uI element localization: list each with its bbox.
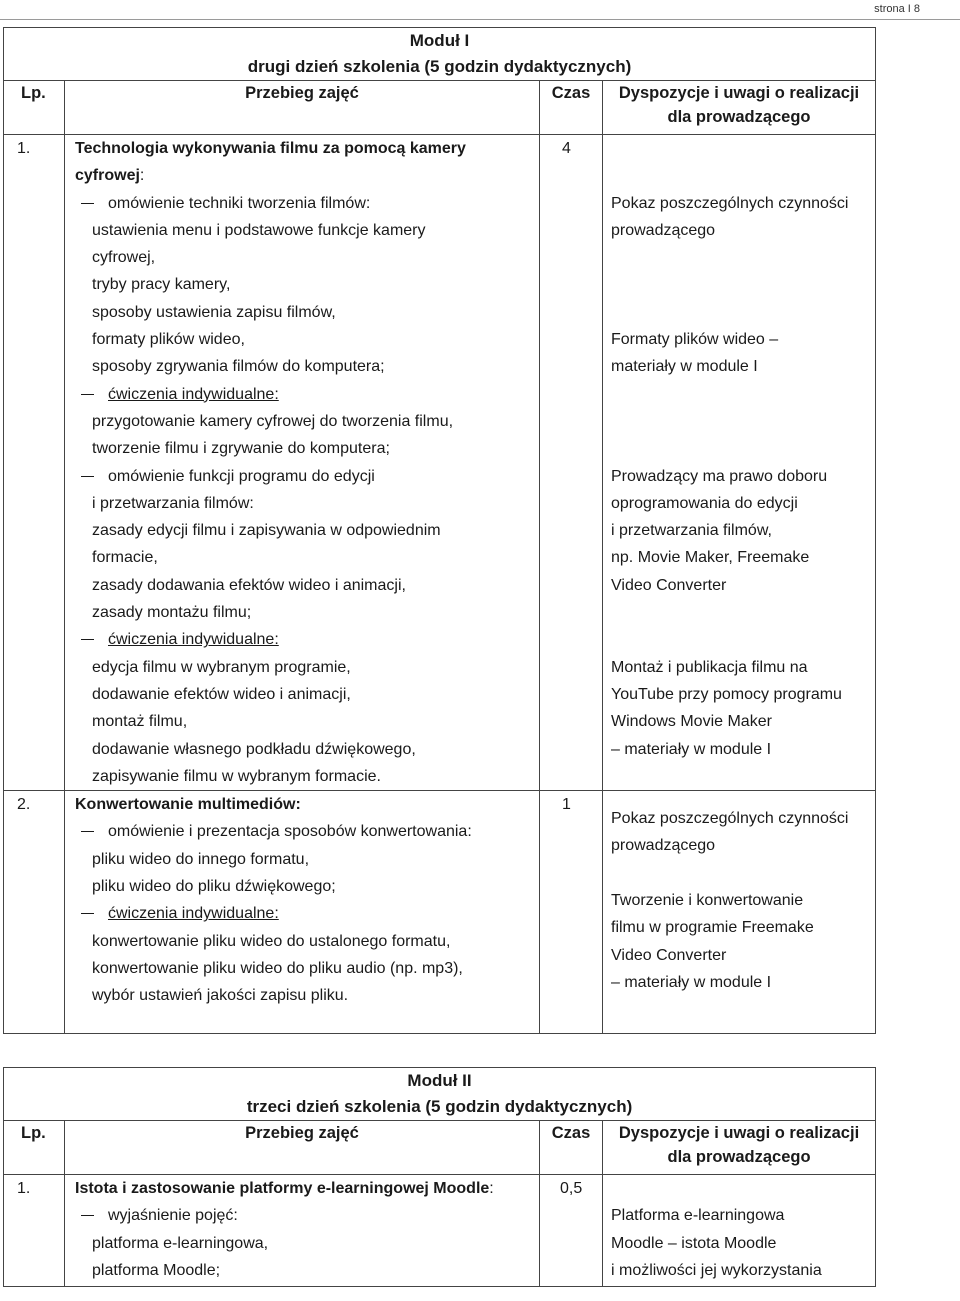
col-header-przebieg: Przebieg zajęć bbox=[65, 1121, 540, 1175]
list-item: dodawanie efektów wideo i animacji, bbox=[92, 685, 351, 703]
list-item: tryby pracy kamery, bbox=[92, 276, 231, 294]
module-2-header bbox=[4, 1068, 876, 1121]
note-line: Windows Movie Maker bbox=[611, 713, 772, 731]
list-item: cyfrowej, bbox=[92, 249, 156, 267]
page-number: strona I 8 bbox=[874, 3, 920, 15]
row-notes bbox=[603, 135, 876, 791]
list-item: wyjaśnienie pojęć: bbox=[65, 1202, 539, 1229]
list-item: zasady edycji filmu i zapisywania w odpowiednim bbox=[92, 522, 441, 540]
note-line: – materiały w module I bbox=[611, 740, 772, 758]
header-rule bbox=[0, 19, 960, 20]
list-item: pliku wideo do pliku dźwiękowego; bbox=[92, 878, 336, 896]
list-item: edycja filmu w wybranym programie, bbox=[92, 658, 351, 676]
row-przebieg: Istota i zastosowanie platformy e-learningowej Moodle: wyjaśnienie pojęć: platforma e-learningowa, platforma Moodle; bbox=[65, 1175, 540, 1287]
list-item: formaty plików wideo, bbox=[92, 331, 245, 349]
module-2-table bbox=[3, 1067, 876, 1287]
list-item: omówienie i prezentacja sposobów konwertowania: bbox=[65, 818, 539, 845]
note-line: i możliwości jej wykorzystania bbox=[611, 1261, 822, 1279]
list-item: ćwiczenia indywidualne: bbox=[65, 900, 539, 927]
module-1-title: Moduł I bbox=[409, 31, 470, 50]
module-1-table bbox=[3, 27, 876, 1034]
note-line: Platforma e-learningowa bbox=[611, 1207, 785, 1225]
module-2-title: Moduł II bbox=[407, 1071, 472, 1090]
note-line: Formaty plików wideo – bbox=[611, 331, 779, 349]
list-item: i przetwarzania filmów: bbox=[92, 494, 254, 512]
table-row bbox=[4, 135, 876, 791]
list-item: zasady dodawania efektów wideo i animacji, bbox=[92, 576, 406, 594]
row-lp: 1. bbox=[4, 135, 65, 791]
list-item: sposoby ustawienia zapisu filmów, bbox=[92, 303, 336, 321]
list-item: platforma e-learningowa, bbox=[92, 1234, 269, 1252]
list-item: konwertowanie pliku wideo do ustalonego formatu, bbox=[92, 932, 451, 950]
list-item: konwertowanie pliku wideo do pliku audio (np. mp3), bbox=[92, 959, 463, 977]
note-line: prowadzącego bbox=[611, 837, 716, 855]
note-line: Montaż i publikacja filmu na bbox=[611, 658, 808, 676]
row-czas: 0,5 bbox=[540, 1175, 603, 1287]
list-item: przygotowanie kamery cyfrowej do tworzenia filmu, bbox=[92, 412, 454, 430]
list-item: zapisywanie filmu w wybranym formacie. bbox=[92, 767, 381, 785]
list-item: sposoby zgrywania filmów do komputera; bbox=[92, 358, 385, 376]
list-item: ćwiczenia indywidualne: bbox=[65, 381, 539, 408]
list-item: platforma Moodle; bbox=[92, 1261, 221, 1279]
col-header-lp: Lp. bbox=[4, 1121, 65, 1175]
row-notes bbox=[603, 1175, 876, 1287]
note-line: Moodle – istota Moodle bbox=[611, 1234, 777, 1252]
module-1-subtitle: drugi dzień szkolenia (5 godzin dydaktycznych) bbox=[247, 57, 632, 76]
module-2-subtitle: trzeci dzień szkolenia (5 godzin dydaktycznych) bbox=[246, 1097, 633, 1116]
note-line: np. Movie Maker, Freemake bbox=[611, 549, 810, 567]
list-item: omówienie techniki tworzenia filmów: bbox=[65, 190, 539, 217]
note-line: Pokaz poszczególnych czynności bbox=[611, 810, 849, 828]
note-line: Tworzenie i konwertowanie bbox=[611, 892, 804, 910]
col-header-czas: Czas bbox=[540, 1121, 603, 1175]
note-line: Video Converter bbox=[611, 576, 727, 594]
table-row bbox=[4, 791, 876, 1034]
row-czas: 1 bbox=[540, 791, 603, 1034]
row-czas: 4 bbox=[540, 135, 603, 791]
module-1-header bbox=[4, 28, 876, 81]
note-line: materiały w module I bbox=[611, 358, 758, 376]
note-line: Video Converter bbox=[611, 946, 727, 964]
table-row bbox=[4, 1175, 876, 1287]
col-header-czas: Czas bbox=[540, 81, 603, 135]
note-line: Pokaz poszczególnych czynności bbox=[611, 194, 849, 212]
list-item: pliku wideo do innego formatu, bbox=[92, 850, 310, 868]
note-line: i przetwarzania filmów, bbox=[611, 522, 772, 540]
note-line: YouTube przy pomocy programu bbox=[611, 685, 842, 703]
col-header-dyspozycje: Dyspozycje i uwagi o realizacji dla prowadzącego bbox=[603, 1121, 876, 1175]
list-item: montaż filmu, bbox=[92, 713, 188, 731]
note-line: oprogramowania do edycji bbox=[611, 494, 798, 512]
list-item: omówienie funkcji programu do edycji bbox=[65, 463, 539, 490]
row-lp: 2. bbox=[4, 791, 65, 1034]
row-przebieg: Konwertowanie multimediów: omówienie i prezentacja sposobów konwertowania: pliku wideo do innego formatu, pliku wideo do pliku dźwiękowego; ćwiczenia indywidualne: konwertowanie pliku wideo do ustalonego formatu, konwertowanie pliku wideo do pliku audio (np. mp3), wybór ustawień jakości zapisu pliku. bbox=[65, 791, 540, 1034]
list-item: tworzenie filmu i zgrywanie do komputera; bbox=[92, 440, 390, 458]
note-line: prowadzącego bbox=[611, 221, 716, 239]
list-item: wybór ustawień jakości zapisu pliku. bbox=[92, 987, 349, 1005]
list-item: ustawienia menu i podstawowe funkcje kamery bbox=[92, 221, 426, 239]
list-item: zasady montażu filmu; bbox=[92, 604, 252, 622]
note-line: filmu w programie Freemake bbox=[611, 919, 814, 937]
list-item: formacie, bbox=[92, 549, 158, 567]
row-przebieg: Technologia wykonywania filmu za pomocą kamery cyfrowej: omówienie techniki tworzenia filmów: ustawienia menu i podstawowe funkcje kamery cyfrowej, tryby pracy kamery, sposoby ustawienia zapisu filmów, formaty plików wideo, sposoby zgrywania filmów do komputera; ćwiczenia indywidualne: przygotowanie kamery cyfrowej do tworzenia filmu, tworzenie filmu i zgrywanie do komputera; omówienie funkcji programu do edycji i przetwarzania filmów: zasady edycji filmu i zapisywania w odpowiednim formacie, zasady dodawania efektów wideo i animacji, zasady montażu filmu; ćwiczenia indywidualne: edycja filmu w wybranym programie, dodawanie efektów wideo i animacji, montaż filmu, dodawanie własnego podkładu dźwiękowego, zapisywanie filmu w wybranym formacie. bbox=[65, 135, 540, 791]
col-header-lp: Lp. bbox=[4, 81, 65, 135]
row-notes bbox=[603, 791, 876, 1034]
col-header-dyspozycje: Dyspozycje i uwagi o realizacji dla prowadzącego bbox=[603, 81, 876, 135]
col-header-przebieg: Przebieg zajęć bbox=[65, 81, 540, 135]
list-item: dodawanie własnego podkładu dźwiękowego, bbox=[92, 740, 416, 758]
list-item: ćwiczenia indywidualne: bbox=[65, 626, 539, 653]
row-lp: 1. bbox=[4, 1175, 65, 1287]
note-line: – materiały w module I bbox=[611, 973, 772, 991]
note-line: Prowadzący ma prawo doboru bbox=[611, 467, 828, 485]
